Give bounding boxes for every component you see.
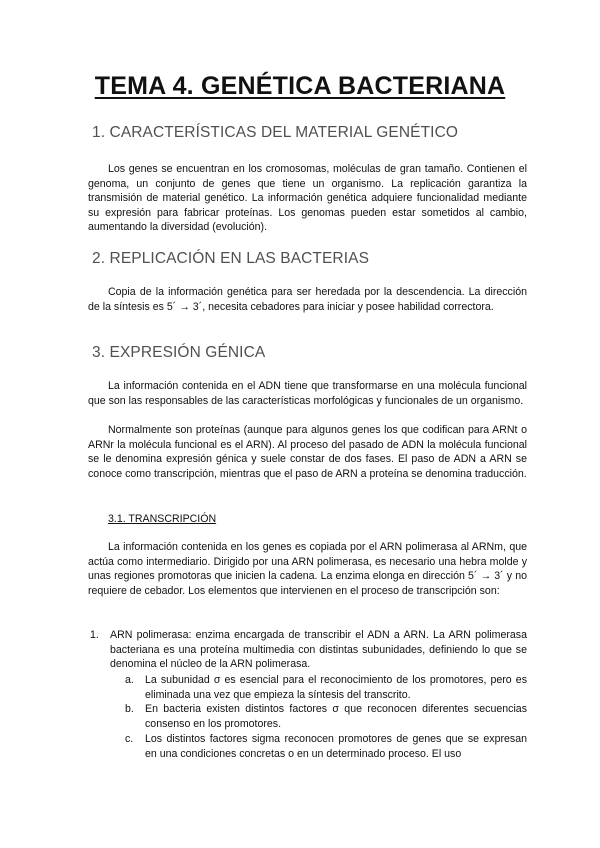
section-1-paragraph: Los genes se encuentran en los cromosomas, moléculas de gran tamaño. Contienen el genoma, un conjunto de genes que tiene un organismo. La replicación garantiza la transmisión de material genético. La información genética adquiere funcionalidad mediante su expresión para fabricar proteínas. Los genomas pueden estar sometidos al cambio, aumentando la diversidad (evolución). [88,163,527,234]
section-heading-1: 1. CARACTERÍSTICAS DEL MATERIAL GENÉTICO [92,124,459,141]
list-subitem [125,702,527,731]
subsection-paragraph: La información contenida en los genes es copiada por el ARN polimerasa al ARNm, que actúa como intermediario. Dirigido por una ARN polimerasa, es necesario una hebra molde y unas regiones promotoras que inicien la cadena. La enzima elonga en dirección 5´ → 3´ y no requiere de cebador. Los elementos que intervienen en el proceso de transcripción son: [88,541,527,597]
list-item-text: ARN polimerasa: enzima encargada de transcribir el ADN a ARN. La ARN polimerasa bacteriana es una proteína multimedia con distintas subunidades, definiendo lo que se denomina el núcleo de la ARN polimerasa. [110,629,527,671]
section-3-paragraph-1: La información contenida en el ADN tiene que transformarse en una molécula funcional que son las responsables de las características morfológicas y funcionales de un organismo. [88,380,527,407]
list-subitem-letter: b. [125,703,134,715]
list-item-number: 1. [90,629,99,641]
subsection-heading: 3.1. TRANSCRIPCIÓN [108,513,217,525]
section-3-paragraph-2: Normalmente son proteínas (aunque para algunos genes los que codifican para ARNt o ARNr la molécula funcional es el ARN). Al proceso del pasado de ADN la molécula funcional se le denomina expresión génica y suele constar de dos fases. El paso de ADN a ARN se conoce como transcripción, mientras que el paso de ARN a proteína se denomina traducción. [88,424,527,480]
list-subitem-text: En bacteria existen distintos factores σ que reconocen diferentes secuencias consenso en los promotores. [145,703,527,730]
list-subitem-text: La subunidad σ es esencial para el reconocimiento de los promotores, pero es eliminada una vez que empieza la síntesis del transcrito. [145,674,527,701]
list-subitem-text: Los distintos factores sigma reconocen promotores de genes que se expresan en una condiciones concretas o en un determinado proceso. El uso [145,733,527,760]
list-subitem-letter: c. [125,733,134,745]
section-heading-2: 2. REPLICACIÓN EN LAS BACTERIAS [92,250,370,267]
list-subitem [125,673,527,702]
section-2-paragraph: Copia de la información genética para ser heredada por la descendencia. La dirección de la síntesis es 5´ → 3´, necesita cebadores para iniciar y posee habilidad correctora. [88,286,527,313]
list-subitem [125,732,527,761]
document-title: TEMA 4. GENÉTICA BACTERIANA [94,72,506,100]
list-item [90,628,527,672]
section-heading-3: 3. EXPRESIÓN GÉNICA [92,344,266,361]
list-subitem-letter: a. [125,674,134,686]
